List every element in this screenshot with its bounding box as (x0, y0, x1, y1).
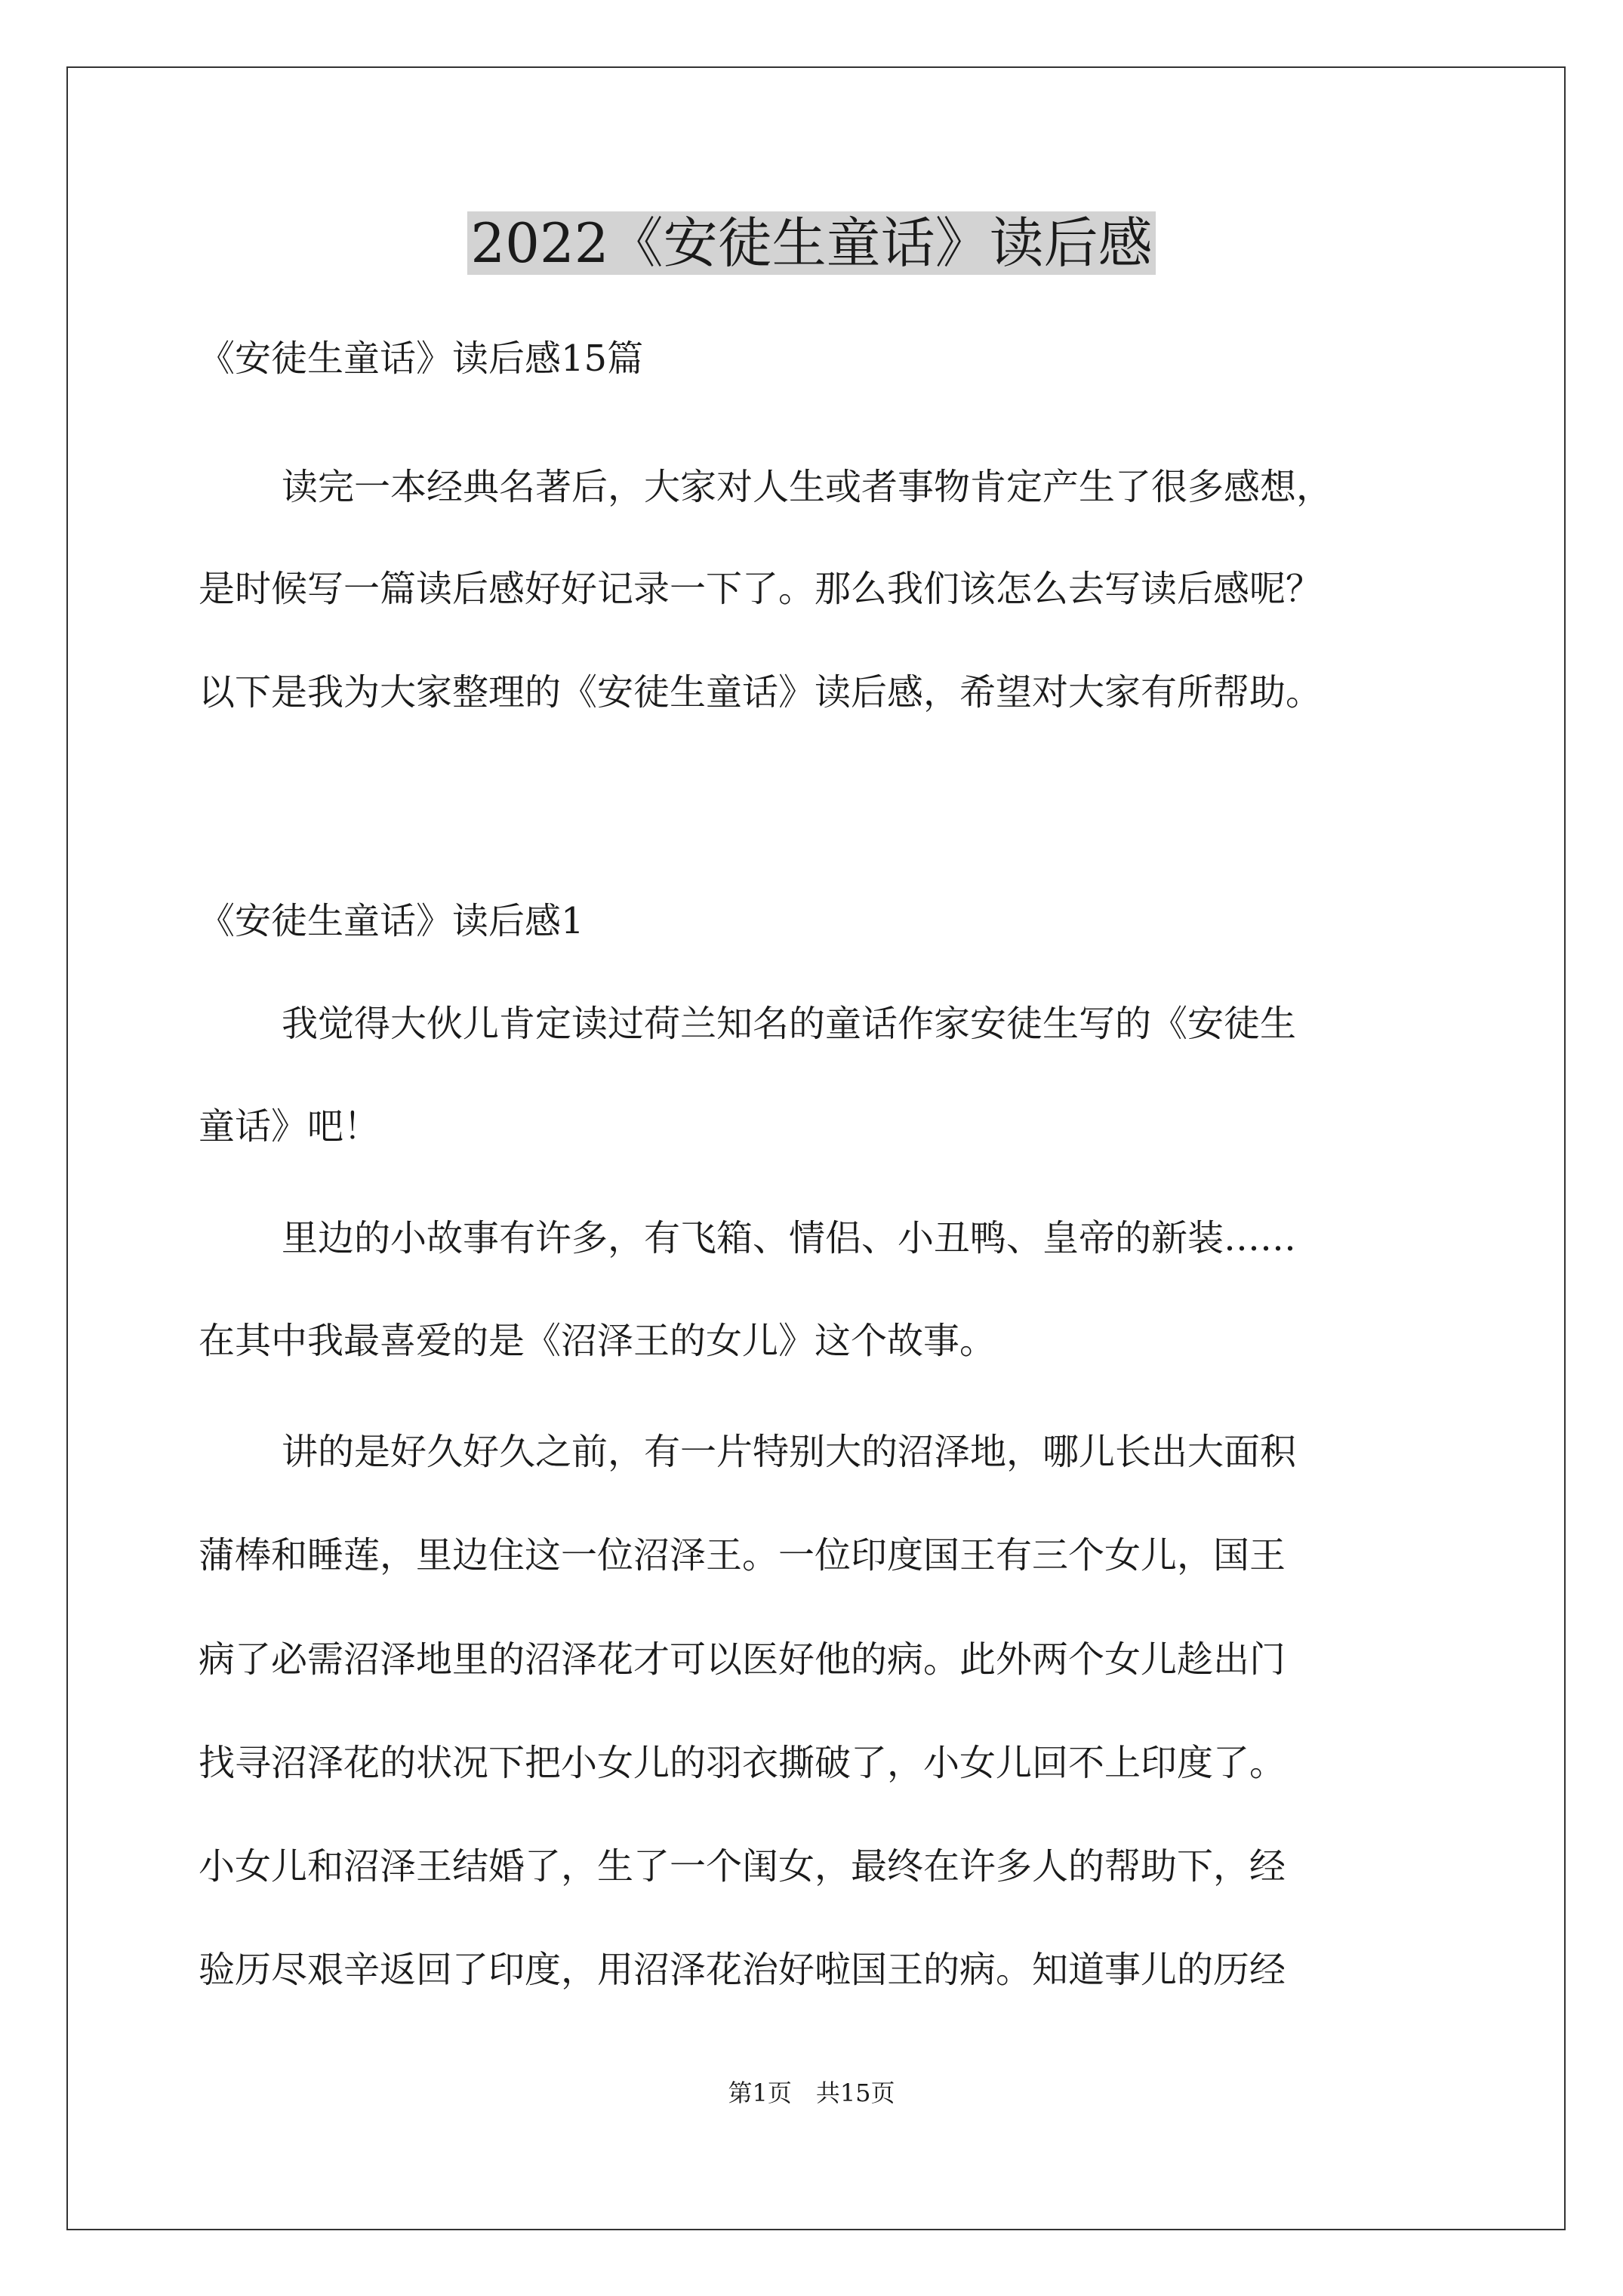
paragraph3-line-6: 验历尽艰辛返回了印度，用沼泽花治好啦国王的病。知道事儿的历经 (199, 1949, 1286, 1991)
paragraph2-line-1: 里边的小故事有许多，有飞箱、情侣、小丑鸭、皇帝的新装…… (282, 1217, 1297, 1259)
page-footer: 第1页 共15页 (728, 2079, 895, 2107)
paragraph1-line-1: 我觉得大伙儿肯定读过荷兰知名的童话作家安徒生写的《安徒生 (282, 1003, 1297, 1045)
document-title (0, 205, 1623, 281)
intro-line-2: 是时候写一篇读后感好好记录一下了。那么我们该怎么去写读后感呢？ (199, 568, 1323, 610)
paragraph3-line-2: 蒲棒和睡莲，里边住这一位沼泽王。一位印度国王有三个女儿，国王 (199, 1534, 1286, 1576)
document-title-text: 2022《安徒生童话》读后感 (467, 211, 1155, 275)
paragraph3-line-4: 找寻沼泽花的状况下把小女儿的羽衣撕破了，小女儿回不上印度了。 (199, 1742, 1286, 1784)
intro-line-1: 读完一本经典名著后，大家对人生或者事物肯定产生了很多感想， (282, 466, 1333, 508)
paragraph3-line-3: 病了必需沼泽地里的沼泽花才可以医好他的病。此外两个女儿趁出门 (199, 1638, 1286, 1681)
paragraph3-line-5: 小女儿和沼泽王结婚了，生了一个闺女，最终在许多人的帮助下，经 (199, 1845, 1286, 1888)
paragraph3-line-1: 讲的是好久好久之前，有一片特别大的沼泽地，哪儿长出大面积 (282, 1431, 1297, 1473)
intro-line-3: 以下是我为大家整理的《安徒生童话》读后感，希望对大家有所帮助。 (199, 671, 1323, 713)
paragraph1-line-2: 童话》吧！ (199, 1105, 380, 1148)
paragraph2-line-2: 在其中我最喜爱的是《沼泽王的女儿》这个故事。 (199, 1320, 996, 1362)
subtitle: 《安徒生童话》读后感15篇 (199, 337, 644, 380)
section-heading: 《安徒生童话》读后感1 (199, 900, 584, 942)
